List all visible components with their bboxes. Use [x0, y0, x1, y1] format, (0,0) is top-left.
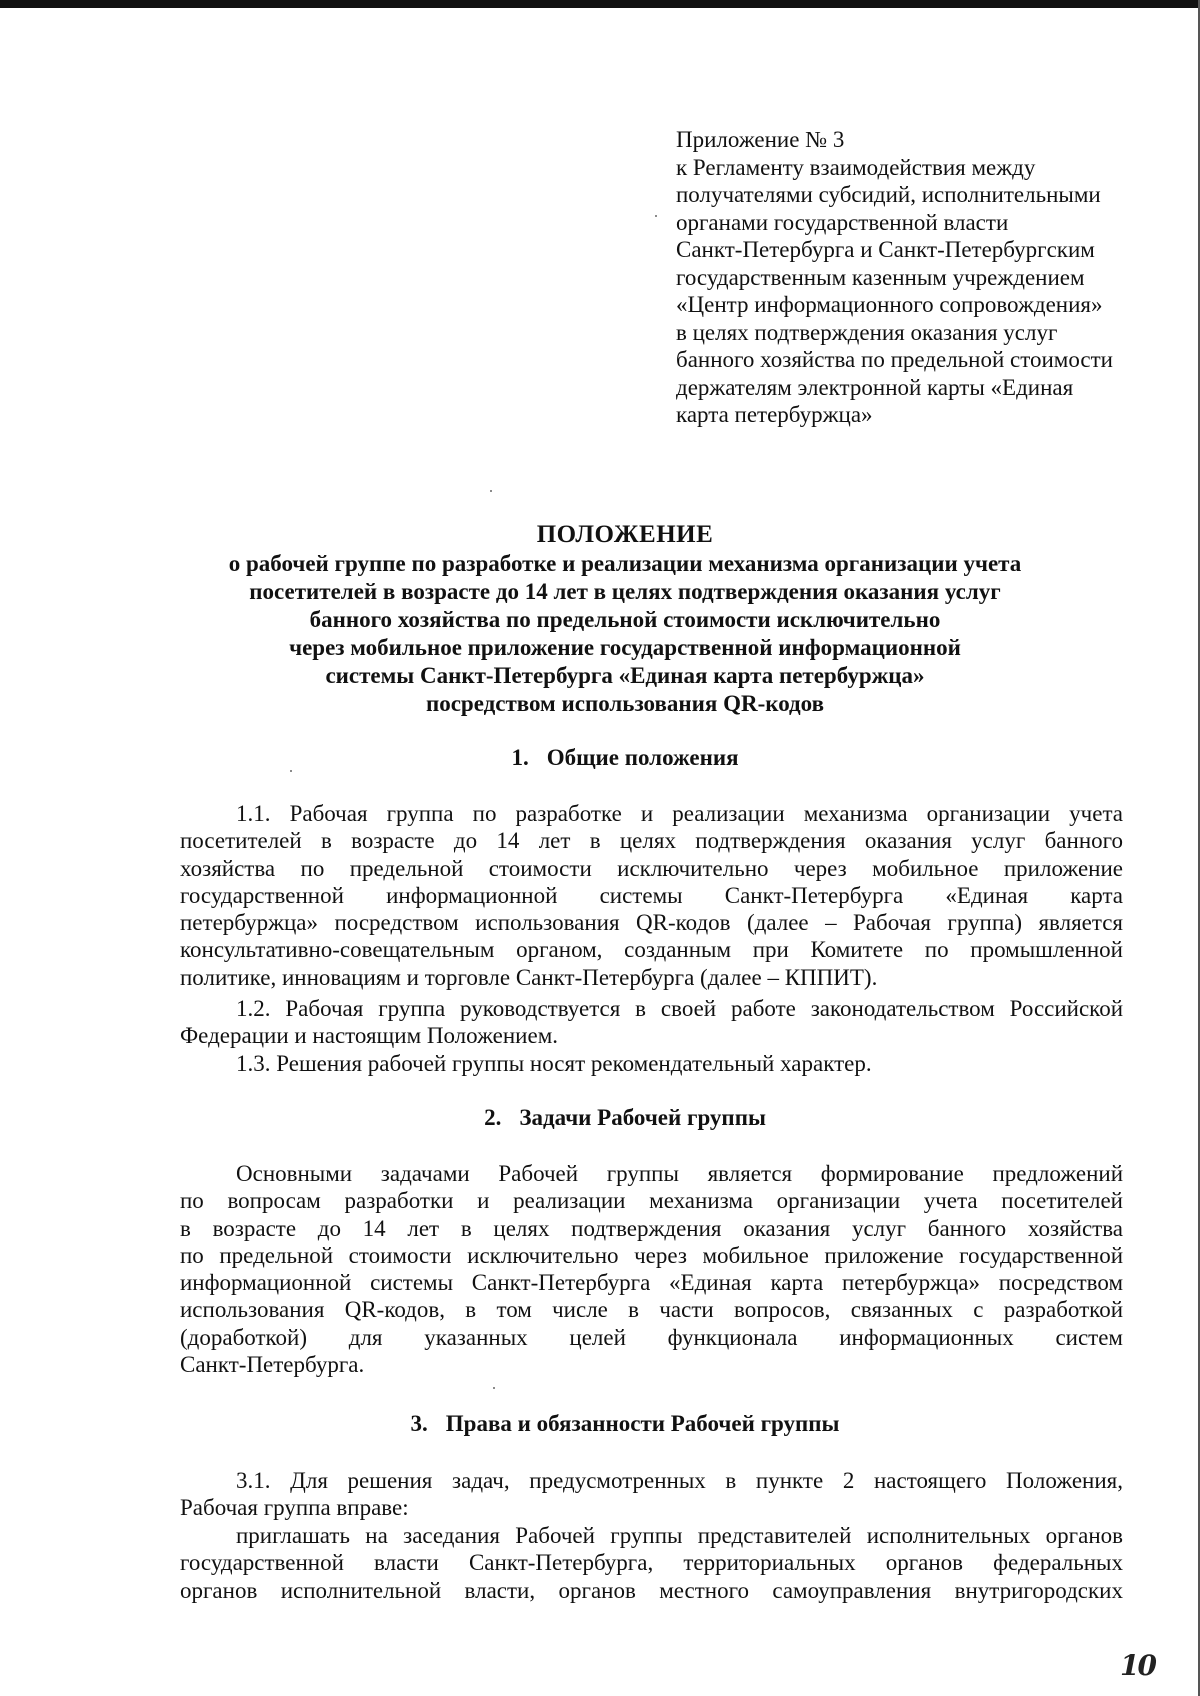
text-line: использования QR-кодов, в том числе в части вопросов, связанных с разработкой	[180, 1297, 1123, 1323]
subtitle-line: посредством использования QR-кодов	[425, 691, 825, 716]
subtitle-line: системы Санкт-Петербурга «Единая карта петербуржца»	[325, 663, 925, 688]
text-line: политике, инновациям и торговле Санкт-Петербурга (далее – КППИТ).	[180, 964, 878, 990]
text-line: 1.3. Решения рабочей группы носят рекомендательный характер.	[236, 1051, 872, 1076]
text-line: приглашать на заседания Рабочей группы представителей исполнительных органов	[236, 1523, 1123, 1548]
document-subtitle	[150, 550, 1100, 718]
subtitle-line: банного хозяйства по предельной стоимости исключительно	[309, 607, 941, 632]
scan-speck	[490, 490, 492, 492]
text-line: по вопросам разработки и реализации механизма организации учета посетителей	[180, 1188, 1123, 1214]
text-line: государственной информационной системы Санкт-Петербурга «Единая карта	[180, 882, 1123, 908]
annex-line: в целях подтверждения оказания услуг	[676, 319, 1058, 345]
annex-header	[676, 126, 1146, 429]
section-number: 3.	[410, 1411, 428, 1436]
annex-line: Санкт-Петербурга и Санкт-Петербургским	[676, 237, 1095, 262]
text-line: петербуржца» посредством использования QR-кодов (далее – Рабочая группа) является	[180, 910, 1123, 936]
section-heading	[150, 1104, 1100, 1132]
paragraph-1-1	[180, 800, 1123, 991]
text-line: 1.1. Рабочая группа по разработке и реализации механизма организации учета	[236, 801, 1123, 826]
paragraph-1-3	[180, 1050, 1123, 1077]
section-number: 2.	[484, 1105, 502, 1130]
text-line: информационной системы Санкт-Петербурга «Единая карта петербуржца» посредством	[180, 1270, 1123, 1296]
text-line: в возрасте до 14 лет в целях подтверждения оказания услуг банного хозяйства	[180, 1215, 1123, 1241]
document-title: ПОЛОЖЕНИЕ	[536, 521, 714, 548]
subtitle-line: посетителей в возрасте до 14 лет в целях подтверждения оказания услуг	[249, 579, 1001, 604]
scan-top-border	[0, 0, 1200, 8]
paragraph-2	[180, 1160, 1123, 1378]
annex-line: к Регламенту взаимодействия между	[676, 154, 1036, 180]
section-title: Задачи Рабочей группы	[519, 1105, 766, 1130]
paragraph-3-1-item	[180, 1522, 1123, 1604]
text-line: государственной власти Санкт-Петербурга, территориальных органов федеральных	[180, 1550, 1123, 1576]
text-line: консультативно-совещательным органом, созданным при Комитете по промышленной	[180, 937, 1123, 963]
text-line: органов исполнительной власти, органов местного самоуправления внутригородских	[180, 1577, 1123, 1603]
subtitle-line: через мобильное приложение государственной информационной	[289, 635, 961, 660]
text-line: (доработкой) для указанных целей функционала информационных систем	[180, 1324, 1123, 1350]
annex-line: карта петербуржца»	[676, 402, 873, 427]
annex-line: держателям электронной карты «Единая	[676, 374, 1074, 400]
text-line: Санкт-Петербурга.	[180, 1352, 365, 1378]
section-heading	[150, 1410, 1100, 1438]
scan-speck	[493, 1387, 495, 1389]
text-line: по предельной стоимости исключительно через мобильное приложение государственной	[180, 1242, 1123, 1268]
text-line: 3.1. Для решения задач, предусмотренных в пункте 2 настоящего Положения,	[236, 1468, 1123, 1493]
text-line: 1.2. Рабочая группа руководствуется в своей работе законодательством Российской	[236, 996, 1123, 1021]
section-heading	[150, 744, 1100, 772]
annex-line: получателями субсидий, исполнительными	[676, 182, 1101, 207]
section-number: 1.	[511, 745, 529, 770]
annex-line: Приложение № 3	[676, 127, 845, 152]
text-line: Рабочая группа вправе:	[180, 1495, 409, 1521]
annex-line: банного хозяйства по предельной стоимости	[676, 347, 1113, 372]
section-title: Общие положения	[546, 745, 739, 770]
section-title: Права и обязанности Рабочей группы	[445, 1411, 840, 1436]
text-line: хозяйства по предельной стоимости исключительно через мобильное приложение	[180, 855, 1123, 881]
page-number: 10	[1120, 1649, 1155, 1682]
paragraph-3-1	[180, 1467, 1123, 1522]
text-line: посетителей в возрасте до 14 лет в целях подтверждения оказания услуг банного	[180, 828, 1123, 854]
document-title-block	[150, 520, 1100, 718]
scan-speck	[655, 215, 657, 217]
subtitle-line: о рабочей группе по разработке и реализации механизма организации учета	[228, 551, 1022, 576]
annex-line: органами государственной власти	[676, 209, 1009, 235]
paragraph-1-2	[180, 995, 1123, 1050]
annex-line: государственным казенным учреждением	[676, 264, 1085, 290]
text-line: Федерации и настоящим Положением.	[180, 1023, 559, 1049]
text-line: Основными задачами Рабочей группы является формирование предложений	[236, 1161, 1123, 1186]
annex-line: «Центр информационного сопровождения»	[676, 292, 1103, 317]
